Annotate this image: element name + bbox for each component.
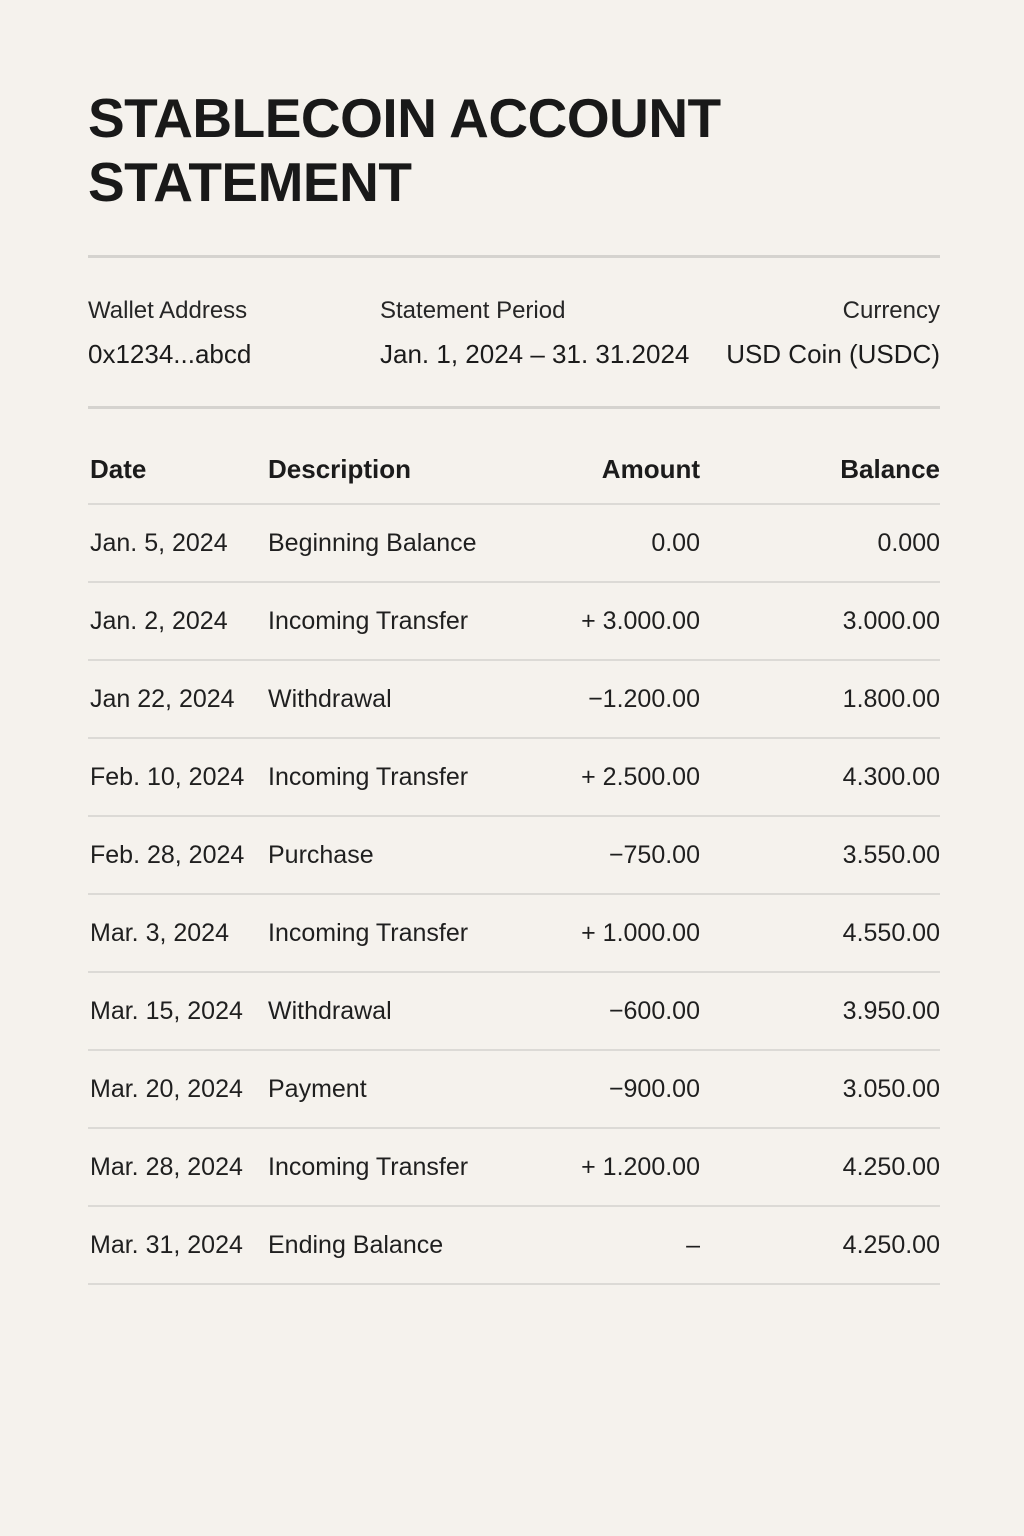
cell-balance: 1.800.00	[842, 684, 940, 713]
cell-balance: 0.000	[877, 528, 940, 557]
page-title-line1: STABLECOIN ACCOUNT	[88, 87, 721, 149]
cell-balance: 3.050.00	[842, 1074, 940, 1103]
cell-balance: 4.250.00	[842, 1152, 940, 1181]
table-row	[88, 1051, 940, 1129]
cell-date: Jan. 5, 2024	[90, 528, 228, 557]
cell-description: Ending Balance	[268, 1230, 444, 1259]
cell-amount: + 1.200.00	[581, 1152, 700, 1181]
cell-amount: + 3.000.00	[581, 606, 700, 635]
cell-amount: −1.200.00	[588, 684, 700, 713]
cell-description: Incoming Transfer	[268, 606, 469, 635]
cell-description: Incoming Transfer	[268, 762, 469, 791]
statement-period-label: Statement Period	[380, 297, 566, 324]
cell-amount: −900.00	[608, 1074, 700, 1103]
statement-period-value: Jan. 1, 2024 – 31. 31.2024	[380, 339, 690, 369]
column-header-description: Description	[268, 454, 412, 484]
currency-block	[726, 296, 940, 370]
wallet-address-block	[88, 296, 380, 370]
cell-balance: 3.950.00	[842, 996, 940, 1025]
cell-date: Mar. 20, 2024	[90, 1074, 243, 1103]
wallet-address-value: 0x1234...abcd	[88, 339, 252, 369]
table-row	[88, 973, 940, 1051]
cell-balance: 4.300.00	[842, 762, 940, 791]
cell-description: Beginning Balance	[268, 528, 477, 557]
table-row	[88, 1129, 940, 1207]
cell-description: Withdrawal	[268, 996, 392, 1025]
table-row	[88, 505, 940, 583]
cell-date: Mar. 15, 2024	[90, 996, 243, 1025]
cell-description: Withdrawal	[268, 684, 392, 713]
cell-amount: –	[686, 1230, 700, 1259]
cell-amount: + 2.500.00	[581, 762, 700, 791]
cell-balance: 3.550.00	[842, 840, 940, 869]
cell-description: Purchase	[268, 840, 374, 869]
table-row	[88, 895, 940, 973]
cell-date: Mar. 3, 2024	[90, 918, 229, 947]
page-title-line2: STATEMENT	[88, 151, 412, 213]
cell-description: Incoming Transfer	[268, 1152, 469, 1181]
table-header-row	[88, 409, 940, 505]
table-row	[88, 739, 940, 817]
account-info-section	[88, 258, 940, 370]
table-row	[88, 817, 940, 895]
cell-date: Mar. 28, 2024	[90, 1152, 243, 1181]
cell-date: Mar. 31, 2024	[90, 1230, 243, 1259]
cell-balance: 4.250.00	[842, 1230, 940, 1259]
column-header-balance: Balance	[840, 454, 940, 484]
cell-amount: + 1.000.00	[581, 918, 700, 947]
cell-description: Incoming Transfer	[268, 918, 469, 947]
column-header-date: Date	[90, 454, 147, 484]
cell-description: Payment	[268, 1074, 367, 1103]
cell-amount: −600.00	[608, 996, 700, 1025]
cell-date: Feb. 28, 2024	[90, 840, 245, 869]
cell-balance: 3.000.00	[842, 606, 940, 635]
column-header-amount: Amount	[601, 454, 700, 484]
cell-amount: −750.00	[608, 840, 700, 869]
cell-date: Jan 22, 2024	[90, 684, 235, 713]
cell-date: Jan. 2, 2024	[90, 606, 228, 635]
wallet-address-label: Wallet Address	[88, 297, 248, 324]
cell-balance: 4.550.00	[842, 918, 940, 947]
statement-period-block	[380, 296, 726, 370]
table-row	[88, 583, 940, 661]
cell-date: Feb. 10, 2024	[90, 762, 245, 791]
currency-label: Currency	[842, 297, 940, 324]
cell-amount: 0.00	[651, 528, 700, 557]
table-row	[88, 1207, 940, 1285]
table-row	[88, 661, 940, 739]
page-title	[88, 86, 940, 214]
transactions-table	[88, 409, 940, 1285]
currency-value: USD Coin (USDC)	[726, 339, 940, 369]
